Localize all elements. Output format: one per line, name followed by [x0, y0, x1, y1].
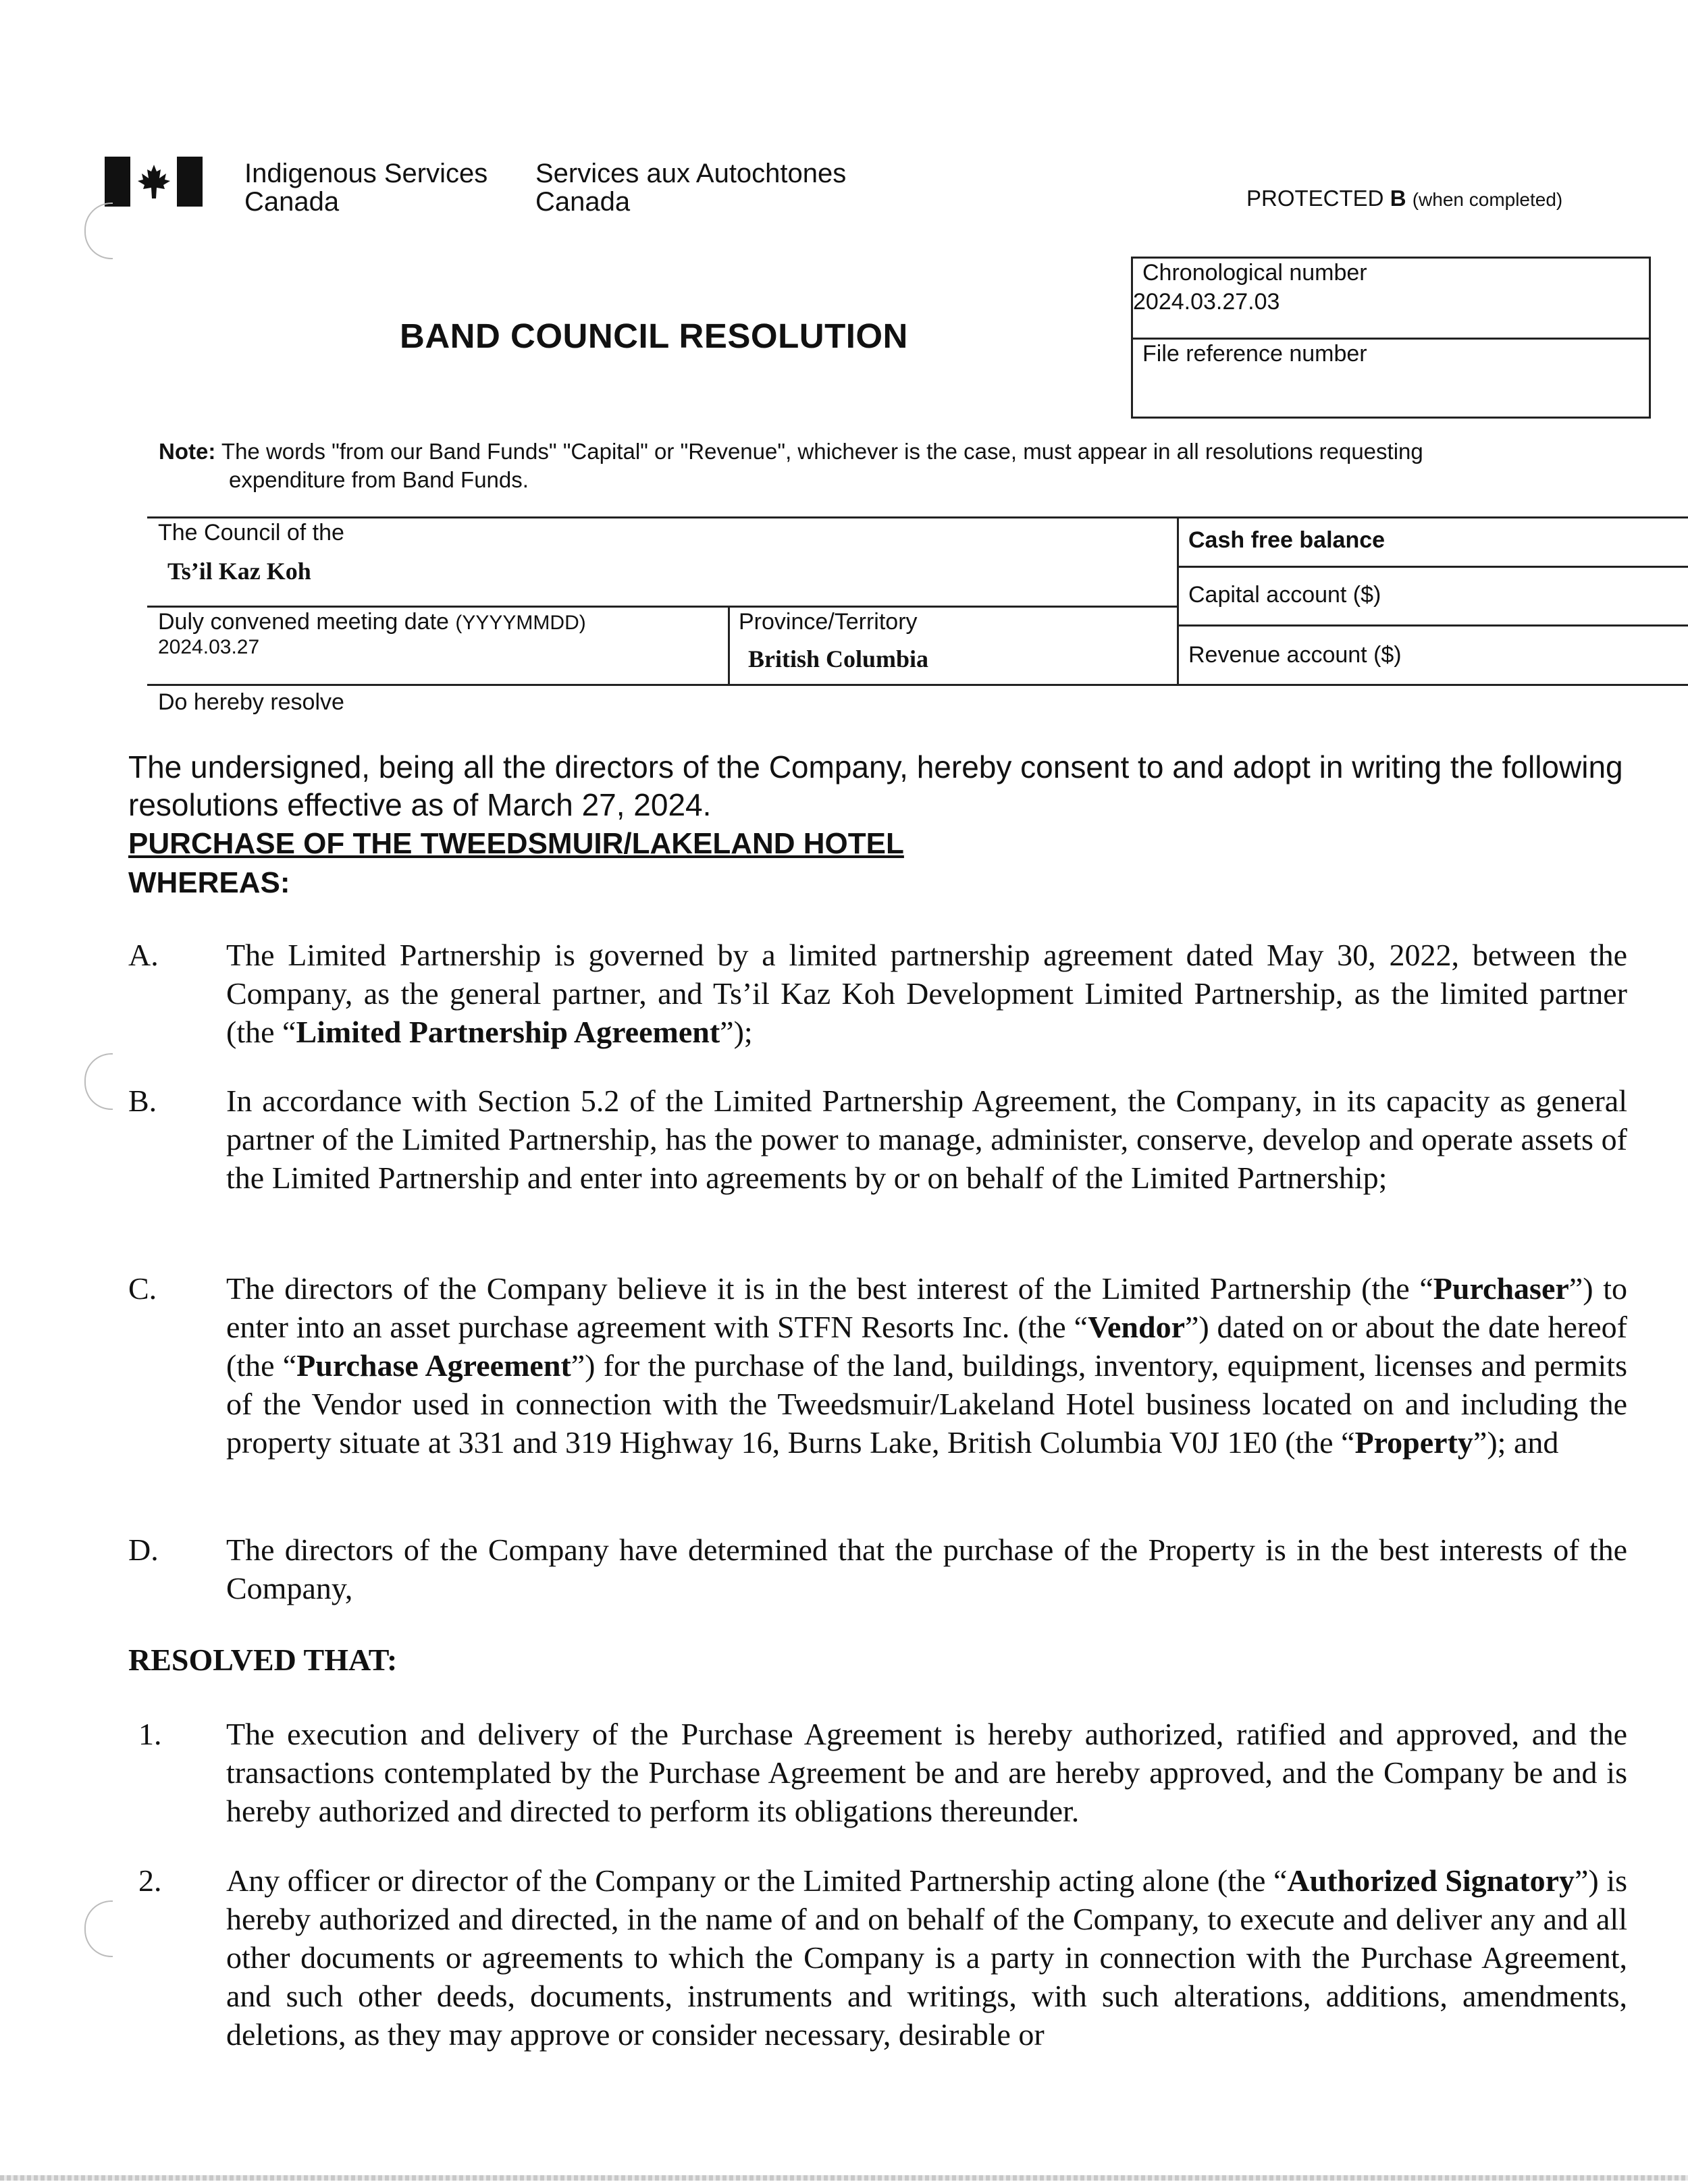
recital-text: The directors of the Company believe it is in the best interest of the Limited Partnership (the “Purchaser”) to enter into an asset purchase agreement with STFN Resorts Inc. (the “Vendor”) dated on or about the date hereof (the “Purchase Agreement”) for the purchase of the land, buildings, inventory, equipment, licenses and permits of the Vendor used in connection with the Tweedsmuir/Lakeland Hotel business located on and including the property situate at 331 and 319 Highway 16, Burns Lake, British Columbia V0J 1E0 (the “Property”); and	[226, 1271, 1628, 1460]
chrono-label: Chronological number	[1142, 260, 1367, 286]
protected-suffix: (when completed)	[1412, 189, 1563, 210]
resolution-text: Any officer or director of the Company or the Limited Partnership acting alone (the “Authorized Signatory”) is hereby authorized and directed, in the name of and on behalf of the Company, to execute and deliver any and all other documents or agreements to which the Company is a party in connection with the Purchase Agreement, and such other deeds, documents, instruments and writings, with such alterations, additions, amendments, deletions, as they may approve or consider necessary, desirable or	[226, 1863, 1628, 2052]
council-value[interactable]: Ts’il Kaz Koh	[167, 558, 311, 585]
form-title: BAND COUNCIL RESOLUTION	[400, 317, 908, 355]
file-ref-label: File reference number	[1142, 341, 1367, 367]
department-en-line1: Indigenous Services	[244, 159, 488, 188]
resolve-label: Do hereby resolve	[158, 689, 344, 715]
canada-flag-icon	[105, 157, 203, 207]
cash-rule	[1177, 566, 1688, 568]
whereas-heading: WHEREAS:	[128, 866, 290, 899]
recital-text: The directors of the Company have determined that the purchase of the Property is in the best interests of the Company,	[226, 1533, 1627, 1605]
resolution-marker: 2.	[138, 1863, 162, 1898]
table-divider-mid	[728, 606, 730, 684]
recital-text: The Limited Partnership is governed by a limited partnership agreement dated May 30, 2022, between the Company, as the general partner, and Ts’il Kaz Koh Development Limited Partnership, as the limited partner (the “Limited Partnership Agreement”);	[226, 938, 1627, 1049]
note-line2: expenditure from Band Funds.	[229, 467, 529, 492]
recital-marker: D.	[128, 1533, 159, 1567]
capital-rule	[1177, 624, 1688, 627]
note-line1: The words "from our Band Funds" "Capital" or "Revenue", whichever is the case, must appear in all resolutions requesting	[221, 439, 1423, 464]
province-label: Province/Territory	[739, 609, 918, 635]
table-bottom-rule	[147, 684, 1688, 686]
resolution-text: The execution and delivery of the Purchase Agreement is hereby authorized, ratified and approved, and the transactions contemplated by the Purchase Agreement be and are hereby approved, and the Company be and is hereby authorized and directed to perform its obligations thereunder.	[226, 1717, 1627, 1828]
meeting-date-value[interactable]: 2024.03.27	[158, 636, 260, 658]
council-rule	[147, 606, 1177, 608]
table-divider-right	[1177, 516, 1179, 685]
recital-marker: A.	[128, 938, 159, 972]
recital-marker: C.	[128, 1271, 157, 1306]
meeting-label-format: (YYYYMMDD)	[455, 612, 586, 634]
resolution-heading: PURCHASE OF THE TWEEDSMUIR/LAKELAND HOTEL	[128, 827, 904, 860]
note-label: Note:	[159, 439, 216, 464]
department-name-en	[244, 159, 487, 216]
cash-balance-label: Cash free balance	[1188, 527, 1386, 553]
punch-hole-mark	[84, 203, 113, 259]
council-label: The Council of the	[158, 520, 344, 545]
punch-hole-mark	[84, 1900, 113, 1957]
funds-note	[159, 437, 1644, 494]
chrono-value[interactable]: 2024.03.27.03	[1133, 289, 1280, 315]
scan-bottom-edge	[0, 2175, 1688, 2181]
recital-marker: B.	[128, 1084, 157, 1118]
resolution-marker: 1.	[138, 1717, 162, 1751]
protected-level: B	[1390, 186, 1406, 211]
table-top-rule	[147, 516, 1688, 518]
intro-paragraph: The undersigned, being all the directors of the Company, hereby consent to and adopt in writing the following resolutions effective as of March 27, 2024.	[128, 749, 1623, 822]
province-value[interactable]: British Columbia	[748, 645, 929, 672]
meeting-label-main: Duly convened meeting date	[158, 609, 449, 635]
department-fr-line1: Services aux Autochtones	[535, 159, 847, 188]
punch-hole-mark	[84, 1053, 113, 1110]
capital-account-label: Capital account ($)	[1188, 582, 1381, 608]
box-divider	[1133, 338, 1649, 340]
protected-classification	[1246, 186, 1562, 211]
reference-number-box	[1131, 257, 1651, 419]
revenue-account-label: Revenue account ($)	[1188, 642, 1402, 668]
recital-text: In accordance with Section 5.2 of the Limited Partnership Agreement, the Company, in its capacity as general partner of the Limited Partnership, has the power to manage, administer, conserve, develop and operate assets of the Limited Partnership and enter into agreements by or on behalf of the Limited Partnership;	[226, 1084, 1627, 1195]
department-fr-line2: Canada	[535, 187, 631, 217]
department-name-fr	[535, 159, 846, 216]
meeting-date-label	[158, 609, 586, 635]
protected-prefix: PROTECTED	[1246, 186, 1384, 211]
resolved-heading: RESOLVED THAT:	[128, 1643, 398, 1677]
department-en-line2: Canada	[244, 187, 340, 217]
